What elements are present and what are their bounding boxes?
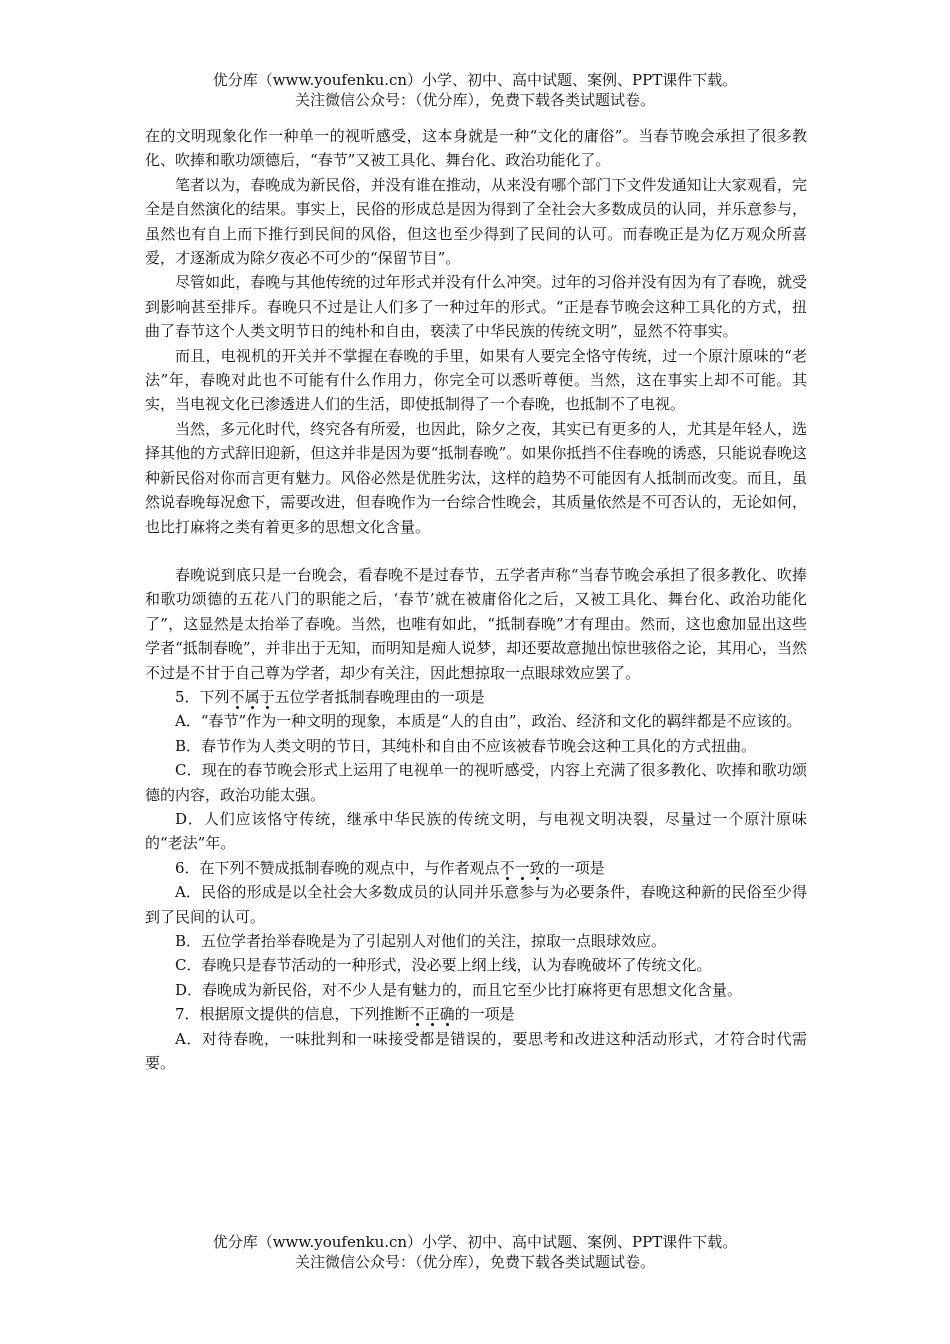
header-line-1: 优分库（www.youfenku.cn）小学、初中、高中试题、案例、PPT课件下载。 (212, 71, 738, 89)
question-6-option-b: B．五位学者抬举春晚是为了引起别人对他们的关注，掠取一点眼球效应。 (175, 932, 667, 950)
question-5-option-b: B．春节作为人类文明的节日，其纯朴和自由不应该被春节晚会这种工具化的方式扭曲。 (175, 736, 757, 755)
body-paragraph: 尽管如此，春晚与其他传统的过年形式并没有什么冲突。过年的习俗并没有因为有了春晚，就受到影响甚至排斥。春晚只不过是让人们多了一种过年的形式。“正是春节晚会这种工具化的方式，扭曲了春节这个人类文明节日的纯朴和自由，亵渎了中华民族的传统文明”，显然不符事实。 (145, 273, 807, 341)
emphasis-char: 致 (529, 858, 545, 877)
emphasis-char: 不 (409, 1005, 425, 1024)
emphasis-dotted-text (410, 1005, 455, 1023)
question-5-option-a: A．“春节”作为一种文明的现象，本质是“人的自由”，政治、经济和文化的羁绊都是不应该的。 (175, 712, 802, 731)
question-6-option-d: D．春晚成为新民俗，对不少人是有魅力的，而且它至少比打麻将更有思想文化含量。 (175, 980, 743, 999)
question-stem-text: 5．下列 (175, 687, 230, 706)
body-paragraph: 笔者以为，春晚成为新民俗，并没有谁在推动，从来没有哪个部门下文件发通知让大家观看，完全是自然演化的结果。事实上，民俗的形成总是因为得到了全社会大多数成员的认同，并乐意参与，虽然也有自上而下推行到民间的风俗，但这也至少得到了民间的认可。而春晚正是为亿万观众所喜爱，才逐渐成为除夕夜必不可少的“保留节目”。 (145, 175, 807, 268)
question-6-option-a: A．民俗的形成是以全社会大多数成员的认同并乐意参与为必要条件，春晚这种新的民俗至少得到了民间的认可。 (145, 883, 807, 926)
question-stem-text: 五位学者抵制春晚理由的一项是 (274, 687, 485, 706)
question-5-option-d: D．人们应该恪守传统，继承中华民族的传统文明，与电视文明决裂，尽量过一个原汁原味的“老法”年。 (145, 809, 807, 853)
question-7-stem (145, 1002, 807, 1026)
emphasis-char: 不 (499, 858, 515, 877)
body-paragraph: 而且，电视机的开关并不掌握在春晚的手里，如果有人要完全恪守传统，过一个原汁原味的“老法”年，春晚对此也不可能有什么作用力，你完全可以悉听尊便。当然，这在事实上却不可能。其实，当电视文化已渗透进人们的生活，即使抵制得了一个春晚，也抵制不了电视。 (145, 346, 807, 414)
body-paragraph: 在的文明现象化作一种单一的视听感受，这本身就是一种“文化的庸俗”。当春节晚会承担了很多教化、吹捧和歌功颂德后，“春节”又被工具化、舞台化、政治功能化了。 (145, 127, 807, 170)
question-6-stem (145, 856, 807, 880)
page-footer (0, 1232, 950, 1272)
emphasis-dotted-text (230, 688, 275, 706)
header-line-2: 关注微信公众号：（优分库），免费下载各类试题试卷。 (294, 91, 655, 109)
emphasis-char: 不 (229, 687, 245, 706)
body-paragraph: 春晚说到底只是一台晚会，看春晚不是过春节，五学者声称“当春节晚会承担了很多教化、吹捧和歌功颂德的五花八门的职能之后，‘春节’就在被庸俗化之后，又被工具化、舞台化、政治功能化了”，这显然是太抬举了春晚。当然，也唯有如此，“抵制春晚”才有理由。然而，这也愈加显出这些学者“抵制春晚”，并非出于无知，而明知是痴人说梦，却还要故意抛出惊世骇俗之论，其用心，当然不过是不甘于自己尊为学者，却少有关注，因此想掠取一点眼球效应罢了。 (145, 565, 807, 682)
emphasis-char: 属 (244, 687, 260, 706)
question-stem-text: 6．在下列不赞成抵制春晚的观点中，与作者观点 (175, 858, 500, 877)
emphasis-char: 确 (439, 1005, 455, 1024)
question-6-option-c: C．春晚只是春节活动的一种形式，没必要上纲上线，认为春晚破坏了传统文化。 (175, 956, 712, 975)
emphasis-dotted-text (500, 859, 545, 877)
footer-line-1: 优分库（www.youfenku.cn）小学、初中、高中试题、案例、PPT课件下载。 (212, 1233, 738, 1251)
emphasis-char: 于 (259, 687, 275, 706)
emphasis-char: 正 (424, 1005, 440, 1024)
page-header (0, 70, 950, 110)
emphasis-char: 一 (514, 858, 530, 877)
question-5-option-c: C．现在的春节晚会形式上运用了电视单一的视听感受，内容上充满了很多教化、吹捧和歌功颂德的内容，政治功能太强。 (145, 761, 807, 804)
question-stem-text: 的一项是 (454, 1005, 515, 1024)
footer-line-2: 关注微信公众号：（优分库），免费下载各类试题试卷。 (294, 1253, 655, 1271)
body-paragraph: 当然，多元化时代，终究各有所爱，也因此，除夕之夜，其实已有更多的人，尤其是年轻人，选择其他的方式辞旧迎新，但这并非是因为要“抵制春晚”。如果你抵挡不住春晚的诱惑，只能说春晚这种新民俗对你而言更有魅力。风俗必然是优胜劣汰，这样的趋势不可能因有人抵制而改变。而且，虽然说春晚每况愈下，需要改进，但春晚作为一台综合性晚会，其质量依然是不可否认的，无论如何，也比打麻将之类有着更多的思想文化含量。 (145, 419, 807, 536)
question-stem-text: 7．根据原文提供的信息，下列推断 (175, 1005, 410, 1024)
document-body (145, 124, 807, 1075)
question-7-option-a: A．对待春晚，一味批判和一味接受都是错误的，要思考和改进这种活动形式，才符合时代需要。 (145, 1029, 807, 1073)
question-stem-text: 的一项是 (544, 858, 605, 877)
question-5-stem (145, 685, 807, 709)
paragraph-gap (145, 539, 807, 563)
